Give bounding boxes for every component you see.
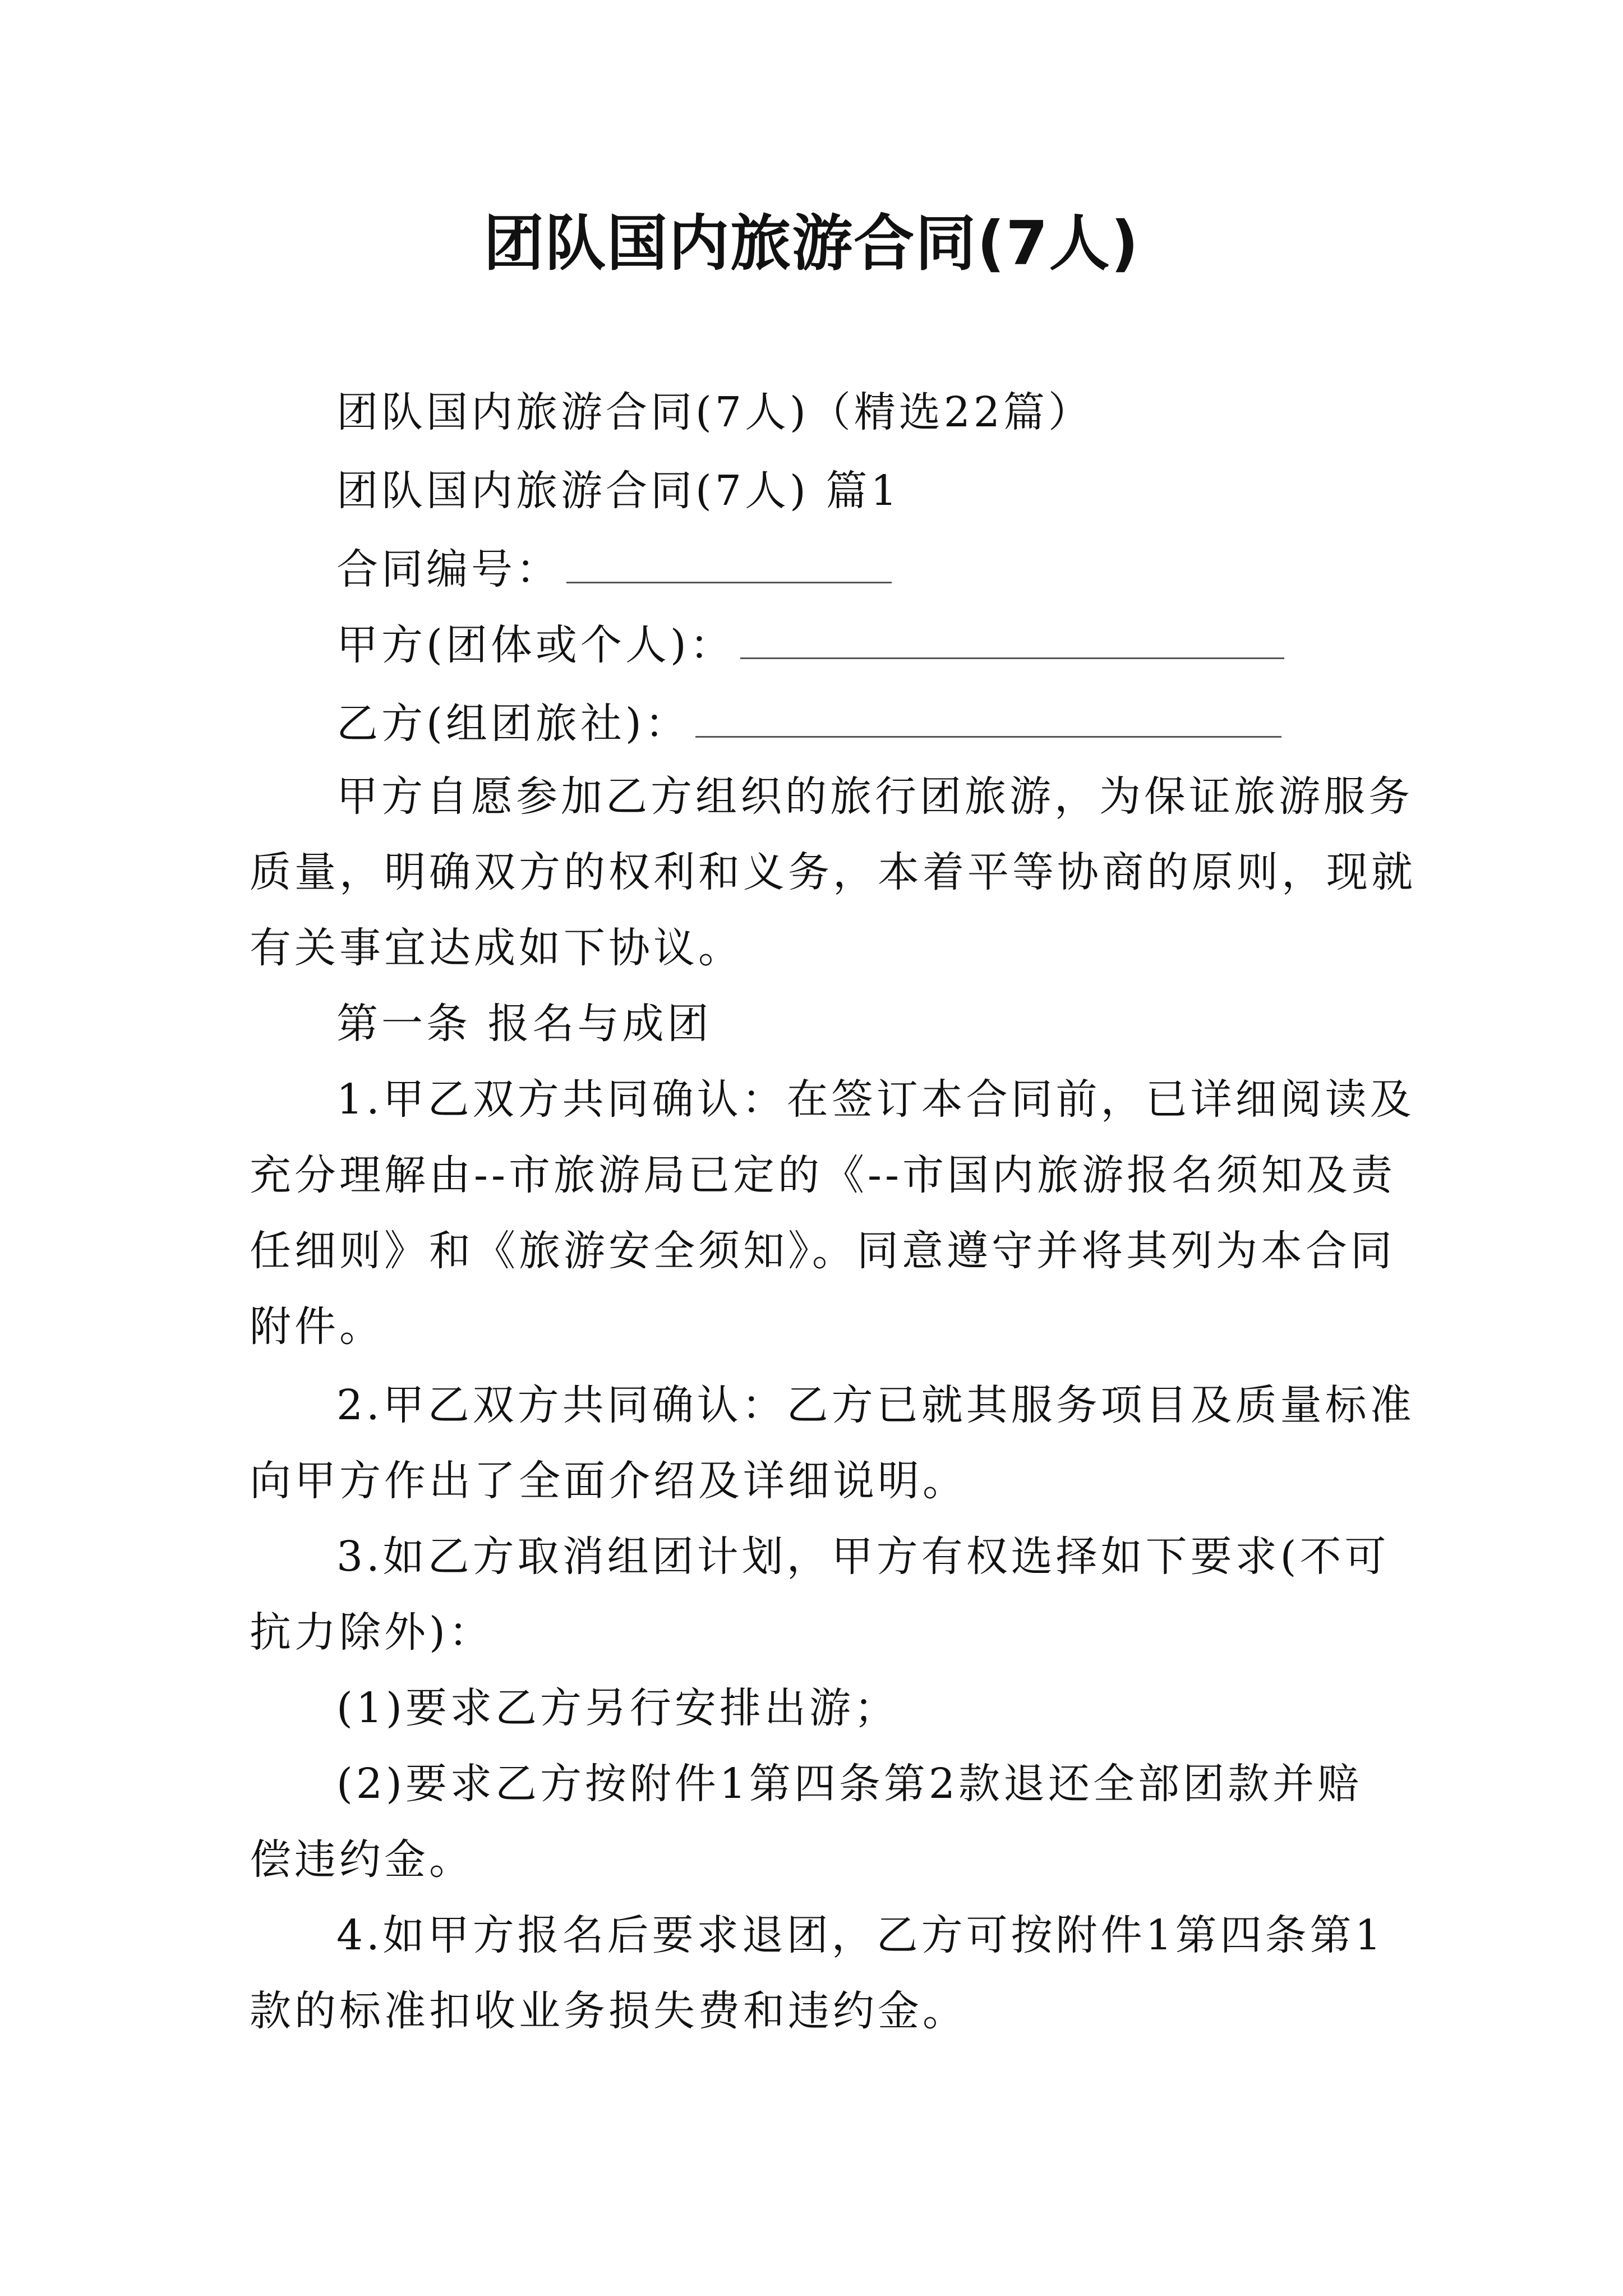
party-b-label: 乙方(组团旅社)： (336, 700, 690, 748)
party-b-blank[interactable] (695, 696, 1281, 738)
paragraph-line: 任细则》和《旅游安全须知》。同意遵守并将其列为本合同 (250, 1227, 1395, 1275)
contract-number-field (336, 541, 1377, 595)
paragraph-line: 3.如乙方取消组团计划，甲方有权选择如下要求(不可 (336, 1533, 1390, 1581)
paragraph-line: 抗力除外)： (250, 1608, 494, 1657)
paragraph-line: 款的标准扣收业务损失费和违约金。 (250, 1987, 967, 2035)
party-a-field (336, 617, 1377, 670)
party-a-blank[interactable] (740, 617, 1284, 659)
contract-number-blank[interactable] (566, 541, 892, 583)
paragraph-line: 4.如甲方报名后要求退团，乙方可按附件1第四条第1 (336, 1911, 1385, 1959)
paragraph-line: 充分理解由--市旅游局已定的《--市国内旅游报名须知及责 (250, 1151, 1396, 1199)
subtitle-selection: 团队国内旅游合同(7人)（精选22篇） (336, 388, 1093, 436)
list-item: (2)要求乙方按附件1第四条第2款退还全部团款并赔 (336, 1760, 1362, 1808)
paragraph-line: 质量，明确双方的权利和义务，本着平等协商的原则，现就 (250, 848, 1416, 896)
subtitle-part-1: 团队国内旅游合同(7人) 篇1 (336, 467, 901, 515)
section-heading: 第一条 报名与成团 (336, 1000, 712, 1048)
paragraph-line: 有关事宜达成如下协议。 (250, 924, 743, 972)
paragraph-line: 偿违约金。 (250, 1835, 474, 1884)
party-b-field (336, 696, 1377, 749)
contract-number-label: 合同编号： (336, 545, 561, 593)
paragraph-line: 向甲方作出了全面介绍及详细说明。 (250, 1457, 967, 1505)
paragraph-line: 1.甲乙双方共同确认：在签订本合同前，已详细阅读及 (336, 1075, 1415, 1124)
party-a-label: 甲方(团体或个人)： (336, 621, 735, 669)
list-item: (1)要求乙方另行安排出游； (336, 1684, 899, 1732)
paragraph-line: 2.甲乙双方共同确认：乙方已就其服务项目及质量标准 (336, 1381, 1415, 1429)
paragraph-line: 甲方自愿参加乙方组织的旅行团旅游，为保证旅游服务 (336, 772, 1413, 821)
paragraph-line: 附件。 (250, 1303, 384, 1351)
document-title: 团队国内旅游合同(7人) (483, 209, 1140, 279)
